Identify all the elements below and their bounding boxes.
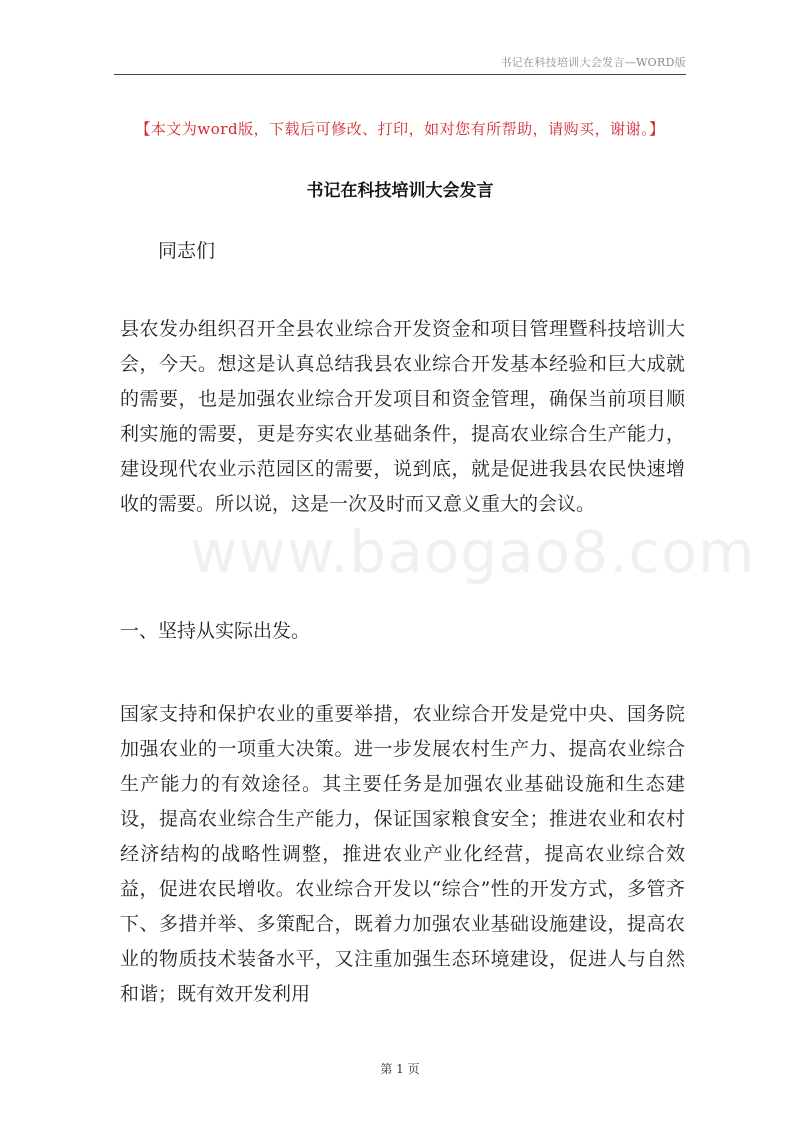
section-heading-1: 一、坚持从实际出发。 [120, 620, 311, 642]
header-divider [114, 74, 686, 75]
watermark: www.baogao8.com [190, 518, 756, 586]
body-paragraph-1: 县农发办组织召开全县农业综合开发资金和项目管理暨科技培训大会，今天。想这是认真总结我县农业综合开发基本经验和巨大成就的需要，也是加强农业综合开发项目和资金管理，确保当前项目顺利实施的需要，更是夯实农业基础条件，提高农业综合生产能力，建设现代农业示范园区的需要，说到底，就是促进我县农民快速增收的需要。所以说，这是一次及时而又意义重大的会议。 [120, 318, 685, 515]
document-title: 书记在科技培训大会发言 [306, 181, 494, 201]
salutation: 同志们 [158, 240, 216, 262]
body-paragraph-2: 国家支持和保护农业的重要举措，农业综合开发是党中央、国务院加强农业的一项重大决策。进一步发展农村生产力、提高农业综合生产能力的有效途径。其主要任务是加强农业基础设施和生态建设，提高农业综合生产能力，保证国家粮食安全；推进农业和农村经济结构的战略性调整，推进农业产业化经营，提高农业综合效益，促进农民增收。农业综合开发以“综合”性的开发方式，多管齐下、多措并举、多策配合，既着力加强农业基础设施建设，提高农业的物质技术装备水平，又注重加强生态环境建设，促进人与自然和谐；既有效开发利用 [120, 703, 685, 1005]
running-header: 书记在科技培训大会发言—WORD版 [500, 56, 686, 69]
page-number: 第 1 页 [380, 1062, 420, 1076]
download-notice: 【本文为word版，下载后可修改、打印，如对您有所帮助，请购买，谢谢。】 [135, 120, 665, 138]
